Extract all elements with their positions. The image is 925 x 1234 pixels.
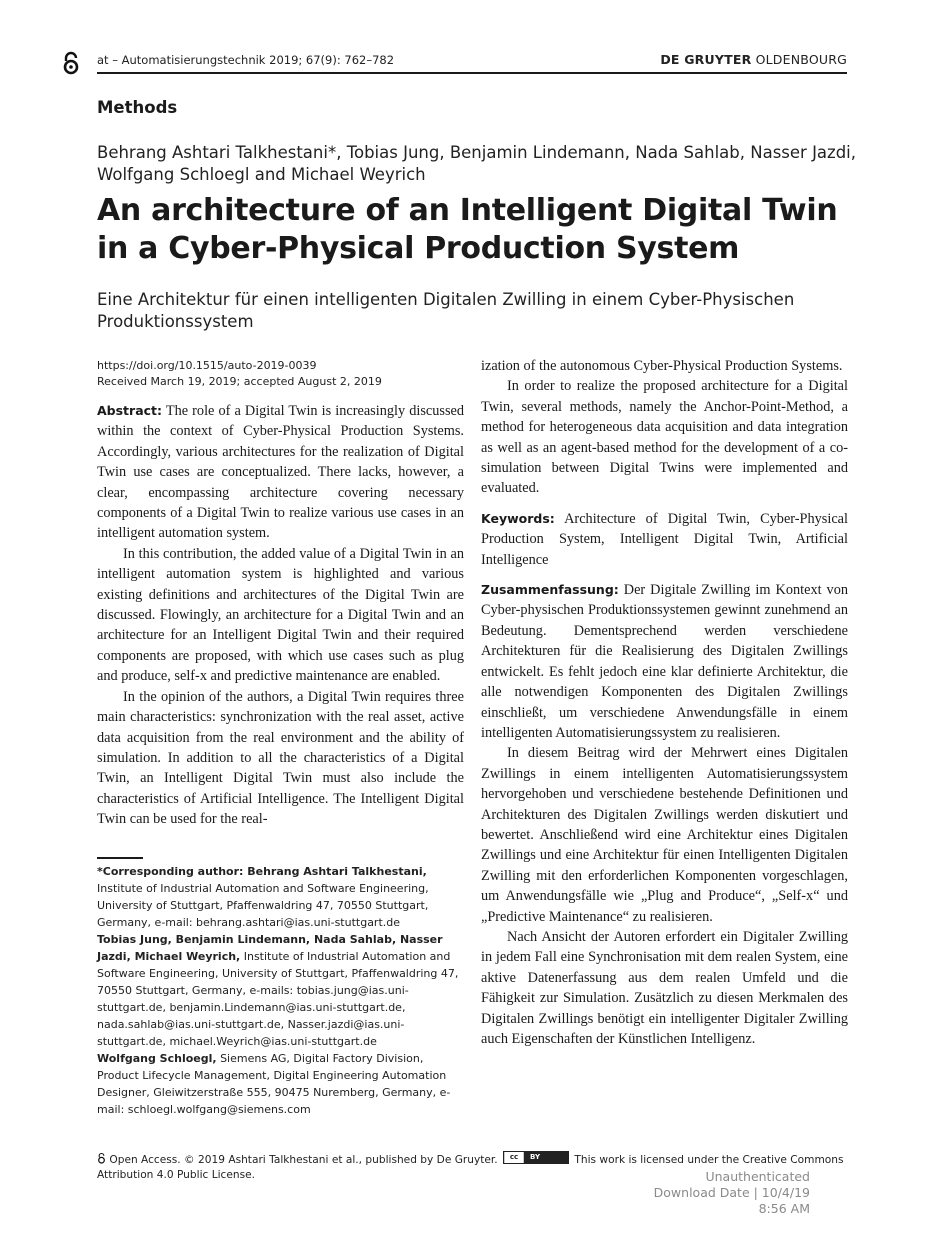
header-rule (97, 72, 847, 74)
cc-logo: cc (505, 1152, 523, 1163)
footnote-2-names: Tobias Jung, Benjamin Lindemann, Nada Sahlab, Nasser Jazdi, Michael Weyrich, (97, 933, 443, 963)
publisher-name-bold: DE GRUYTER (660, 52, 752, 67)
watermark-line-2: Download Date | 10/4/19 8:56 AM (653, 1185, 810, 1216)
left-column (97, 358, 464, 828)
abstract-paragraph (97, 401, 464, 544)
zusammenfassung-paragraph-2: In diesem Beitrag wird der Mehrwert eines Digitalen Zwillings in einem intelligenten Automatisierungssystem hervorgehoben und verschiedene bestehende Definitionen und Architekturen des Digitalen Zwillings werden diskutiert und bewertet. Anschließend wird eine Architektur eines Digitalen Zwillings und eine Architektur für einen Intelligenten Digitalen Zwilling mit den erforderlichen Komponenten vorgeschlagen, um Anwendungsfälle wie „Plug and Produce“, „Self-x“ und „Predictive Maintenance“ zu realisieren. (481, 745, 848, 925)
paper-subtitle: Eine Architektur für einen intelligenten Digitalen Zwilling in einem Cyber-Physischen Produktionssystem (97, 290, 795, 331)
by-logo: BY (524, 1152, 568, 1163)
footnote-1-text: Institute of Industrial Automation and Software Engineering, University of Stuttgart, Pfaffenwaldring 47, 70550 Stuttgart, Germany, e-mail: behrang.ashtari@ias.uni-stuttgart.de (97, 882, 429, 929)
keywords-text: Architecture of Digital Twin, Cyber-Physical Production System, Intelligent Digital Twin, Artificial Intelligence (481, 510, 848, 568)
doi-link[interactable]: https://doi.org/10.1515/auto-2019-0039 (97, 359, 317, 372)
footnote-coauthors (97, 931, 464, 1050)
zusammenfassung-label: Zusammenfassung: (481, 582, 619, 598)
watermark-line-1: Unauthenticated (705, 1169, 810, 1184)
keywords-paragraph (481, 509, 848, 570)
abstract-continuation: ization of the autonomous Cyber-Physical Production Systems. (481, 358, 843, 374)
license-statement: This work is licensed under the Creative Commons Attribution 4.0 Public License. (97, 1154, 844, 1181)
zusammenfassung-paragraph-3: Nach Ansicht der Autoren erfordert ein Digitaler Zwilling in jedem Fall eine Synchronisation mit dem realen System, eine aktive Datenerfassung aus dem realen Umfeld und die Fähigkeit zur Simulation. Zusätzlich zu diesen Merkmalen des Digitalen Zwillings benötigt ein intelligenter Digitaler Zwilling auch Eigenschaften der Künstlichen Intelligenz. (481, 928, 848, 1047)
zusammenfassung-paragraph (481, 580, 848, 743)
abstract-paragraph-2: In this contribution, the added value of a Digital Twin in an intelligent automation system is highlighted and various existing definitions and architectures of the Digital Twin are discussed. Flowingly, an architecture for a Digital Twin and an architecture for an Intelligent Digital Twin and their required components are proposed, with which use cases such as plug and produce, self-x and predictive maintenance are enabled. (97, 545, 464, 685)
open-access-small-icon (97, 1153, 106, 1164)
paper-title: An architecture of an Intelligent Digital Twin in a Cyber-Physical Production System (97, 193, 838, 266)
cc-by-badge[interactable] (503, 1151, 569, 1164)
open-access-statement: Open Access. © 2019 Ashtari Talkhestani et al., published by De Gruyter. (109, 1154, 498, 1166)
open-access-icon (60, 52, 82, 76)
journal-citation: at – Automatisierungstechnik 2019; 67(9): 762–782 (97, 53, 395, 67)
section-label: Methods (97, 98, 178, 117)
zusammenfassung-text: Der Digitale Zwilling im Kontext von Cyber-physischen Produktionssystemen gewinnt zunehmend an Bedeutung. Dementsprechend werden verschiedene Architekturen für die Realisierung des Digitalen Zwillings entwickelt. Es fehlt jedoch eine klar definierte Architektur, die alle notwendigen Komponenten des Digitalen Zwillings einschließt, um verschiedene Anwendungsfälle in einem intelligenten Automatisierungssystem zu realisieren. (481, 582, 848, 741)
footnote-1-name: *Corresponding author: Behrang Ashtari Talkhestani, (97, 865, 427, 878)
received-date: Received March 19, 2019; accepted August 2, 2019 (97, 375, 382, 388)
right-column (481, 356, 848, 1049)
footnote-2-text: Institute of Industrial Automation and Software Engineering, University of Stuttgart, Pfaffenwaldring 47, 70550 Stuttgart, Germany, e-mails: tobias.jung@ias.uni-stuttgart.de, benjamin.Lindemann@ias.uni-stuttgart.de, nada.sahlab@ias.uni-stuttgart.de, Nasser.jazdi@ias.uni-stuttgart.de, michael.Weyrich@ias.uni-stuttgart.de (97, 950, 459, 1048)
abstract-label: Abstract: (97, 403, 163, 418)
abstract-paragraph-4: In order to realize the proposed architecture for a Digital Twin, several methods, namely the Anchor-Point-Method, a method for heterogeneous data acquisition and data integration as well as an agent-based method for the development of a co-simulation between Digital Twins were implemented and evaluated. (481, 378, 848, 497)
author-list: Behrang Ashtari Talkhestani*, Tobias Jung, Benjamin Lindemann, Nada Sahlab, Nasser Jazdi, Wolfgang Schloegl and Michael Weyrich (97, 143, 857, 184)
footnote-rule (97, 857, 143, 859)
footnote-siemens-author (97, 1050, 464, 1118)
footnote-3-text: Siemens AG, Digital Factory Division, Product Lifecycle Management, Digital Engineering Automation Designer, Gleiwitzerstraße 555, 90475 Nuremberg, Germany, e-mail: schloegl.wolfgang@siemens.com (97, 1052, 451, 1116)
publisher-name (660, 52, 847, 67)
download-watermark (622, 1169, 810, 1217)
footnote-corresponding-author (97, 863, 464, 931)
publisher-name-rest: OLDENBOURG (755, 52, 847, 67)
footnotes (97, 863, 464, 1118)
footnote-3-name: Wolfgang Schloegl, (97, 1052, 217, 1065)
abstract-text: The role of a Digital Twin is increasingly discussed within the context of Cyber-Physical Production Systems. Accordingly, various architectures for the realization of Digital Twin use cases are conceptualized. There lacks, however, a clear, encompassing architecture covering necessary components of a Digital Twin to realize various use cases in an intelligent automation system. (97, 403, 464, 542)
keywords-label: Keywords: (481, 510, 555, 526)
abstract-paragraph-3: In the opinion of the authors, a Digital Twin requires three main characteristics: synchronization with the real asset, active data acquisition from the real environment and the ability of simulation. In addition to all the characteristics of a Digital Twin, an Intelligent Digital Twin must also include the characteristics of Artificial Intelligence. The Intelligent Digital Twin can be used for the real- (97, 688, 464, 828)
